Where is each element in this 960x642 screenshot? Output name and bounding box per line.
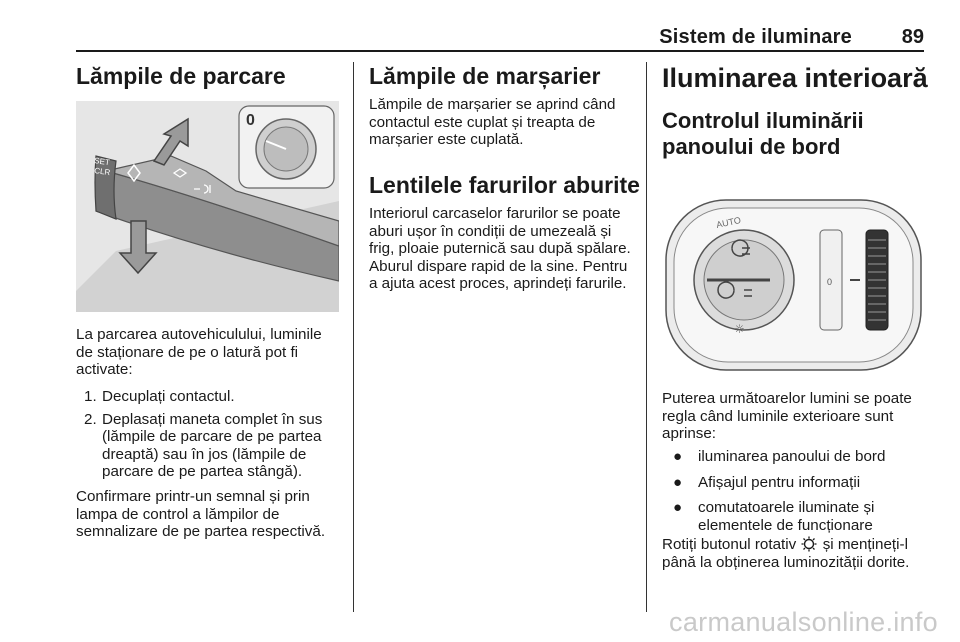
dimming-instruction-text: [662, 536, 934, 571]
step-text: Decuplați contactul.: [102, 388, 235, 405]
list-item: [76, 411, 344, 481]
step-number: 2.: [84, 410, 97, 428]
dimming-intro-text: Puterea următoarelor lumini se poate regla când luminile exterioare sunt aprinse:: [662, 390, 912, 443]
bullet-icon: ●: [673, 448, 683, 465]
svg-text:AUTO: AUTO: [715, 215, 742, 230]
svg-text:CLR: CLR: [93, 166, 111, 178]
running-header-title: Sistem de iluminare: [659, 26, 852, 48]
figure-light-switch-panel: [662, 190, 925, 380]
step-number: 1.: [84, 388, 97, 405]
list-item: [76, 388, 344, 406]
parking-confirmation-text: Confirmare printr-un semnal și prin lampa de control a lămpilor de semnalizare de pe partea respectivă.: [76, 488, 326, 541]
bullet-icon: ●: [673, 473, 683, 491]
list-item: [662, 448, 932, 466]
section-heading-fogged-lenses: Lentilele farurilor aburite: [369, 172, 640, 198]
brightness-dial-icon: [800, 536, 818, 552]
subheading-instrument-illumination: Controlul iluminării panoului de bord: [662, 108, 864, 159]
column-divider-1: [353, 62, 354, 612]
bullet-text: Afișajul pentru informații: [698, 473, 861, 491]
section-heading-parking-lights: Lămpile de parcare: [76, 63, 286, 89]
page-number: 89: [901, 26, 924, 48]
section-heading-interior-lighting: Iluminarea interioară: [662, 63, 928, 93]
svg-text:☼: ☼: [734, 322, 745, 336]
header-rule: [76, 50, 924, 52]
bullet-text: iluminarea panoului de bord: [698, 448, 886, 465]
light-switch-illustration: [662, 190, 925, 380]
bullet-text: comutatoarele iluminate și elementele de funcționare: [698, 499, 875, 534]
instruction-text-end: și mențineți-l până la obținerea luminozității dorite.: [662, 536, 910, 571]
parking-steps-list: [76, 388, 344, 486]
column-divider-2: [646, 62, 647, 612]
list-item: [662, 474, 932, 492]
figure-turn-signal-lever: [76, 101, 339, 312]
lever-illustration: [76, 101, 339, 312]
svg-text:SET: SET: [93, 156, 111, 168]
svg-text:0: 0: [827, 277, 833, 287]
bullet-icon: ●: [673, 499, 683, 517]
reverse-lights-text: Lămpile de marșarier se aprind când contactul este cuplat și treapta de marșarier este cuplată.: [369, 96, 616, 149]
fogged-lenses-text: Interiorul carcaselor farurilor se poate aburi ușor în condiții de umezeală și frig, ploaie puternică sau după spălare. Aburul dispare rapid de la sine. Pentru a ajuta acest proces, aprindeți farurile.: [369, 205, 631, 293]
instruction-text-start: Rotiți butonul rotativ: [662, 536, 797, 553]
dimmable-lights-list: [662, 448, 932, 542]
list-item: [662, 499, 932, 534]
parking-intro-text: La parcarea autovehiculului, luminile de staționare de pe o latură pot fi activate:: [76, 326, 322, 379]
watermark: carmanualsonline.info: [669, 607, 938, 637]
step-text: Deplasați maneta complet în sus (lămpile de parcare de pe partea dreaptă) sau în jos (lămpile de parcare de pe partea stângă).: [102, 410, 323, 481]
svg-text:0: 0: [246, 112, 255, 129]
section-heading-reverse-lights: Lămpile de marșarier: [369, 63, 601, 89]
